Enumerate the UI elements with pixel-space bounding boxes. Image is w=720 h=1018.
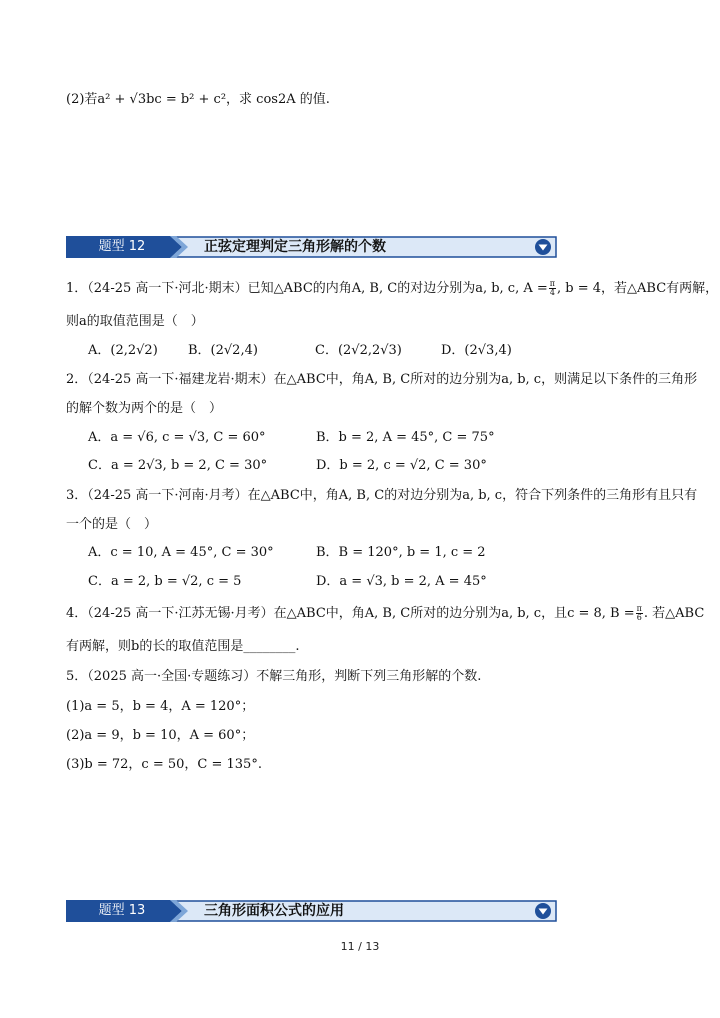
chevron-down-icon [534,902,552,920]
option-a: A．(2,2√2) [88,343,158,358]
question-1-stem-c: 则a的取值范围是（ ） [66,314,204,329]
option-a: A．a = √6, c = √3, C = 60° [88,430,266,445]
fraction-denominator: 6 [636,613,642,622]
fraction-pi-over-6 [636,605,643,622]
section-banner-13 [66,900,558,922]
fraction-pi-over-4 [549,280,556,297]
problem-part-2: (2)若a² + √3bc = b² + c²，求 cos2A 的值. [66,92,330,107]
question-4-stem-a: 4．（24-25 高一下·江苏无锡·月考）在△ABC中，角A, B, C所对的边分别为a, b, c，且c = 8, B = [66,606,635,621]
question-3-stem-b: 一个的是（ ） [66,517,158,532]
option-d: D．(2√3,4) [441,343,512,358]
question-1-options [88,342,528,360]
page-number: 11 / 13 [340,940,380,953]
question-1-stem-b: , b = 4，若△ABC有两解， [557,281,719,296]
option-c: C．a = 2√3, b = 2, C = 30° [88,458,268,473]
option-d: D．b = 2, c = √2, C = 30° [316,458,487,473]
question-1-stem-a: 1．（24-25 高一下·河北·期末）已知△ABC的内角A, B, C的对边分别为a, b, c, A = [66,281,548,296]
question-5-item-1: (1)a = 5，b = 4，A = 120°； [66,699,255,714]
banner-title: 三角形面积公式的应用 [204,903,344,919]
option-c: C．a = 2, b = √2, c = 5 [88,574,242,589]
fraction-numerator: π [549,279,556,288]
banner-tag: 题型 13 [98,903,146,918]
question-3-stem-a: 3．（24-25 高一下·河南·月考）在△ABC中，角A, B, C的对边分别为a, b, c，符合下列条件的三角形有且只有 [66,488,698,503]
question-4-stem [66,605,704,623]
question-5-stem: 5．（2025 高一·全国·专题练习）不解三角形，判断下列三角形解的个数. [66,669,482,684]
question-3-options-row-1 [88,544,488,562]
section-banner-12 [66,236,558,258]
fraction-denominator: 4 [549,288,555,297]
chevron-down-icon [534,238,552,256]
question-5-item-2: (2)a = 9，b = 10，A = 60°； [66,728,255,743]
option-b: B．b = 2, A = 45°, C = 75° [316,430,495,445]
question-2-stem-a: 2．（24-25 高一下·福建龙岩·期末）在△ABC中，角A, B, C所对的边分别为a, b, c，则满足以下条件的三角形 [66,372,698,387]
option-a: A．c = 10, A = 45°, C = 30° [88,545,274,560]
question-4-stem-b: . 若△ABC [643,606,705,621]
option-b: B．(2√2,4) [188,343,258,358]
question-2-options-row-2 [88,457,488,475]
banner-title: 正弦定理判定三角形解的个数 [204,239,386,255]
question-4-stem-c: 有两解，则b的长的取值范围是________. [66,639,300,654]
banner-tag: 题型 12 [98,239,146,254]
option-d: D．a = √3, b = 2, A = 45° [316,574,487,589]
fraction-numerator: π [636,604,642,613]
question-1-stem [66,280,718,298]
question-3-options-row-2 [88,573,488,591]
question-2-stem-b: 的解个数为两个的是（ ） [66,401,223,416]
option-b: B．B = 120°, b = 1, c = 2 [316,545,486,560]
question-5-item-3: (3)b = 72，c = 50，C = 135°. [66,757,262,772]
question-2-options-row-1 [88,429,495,447]
option-c: C．(2√2,2√3) [315,343,402,358]
